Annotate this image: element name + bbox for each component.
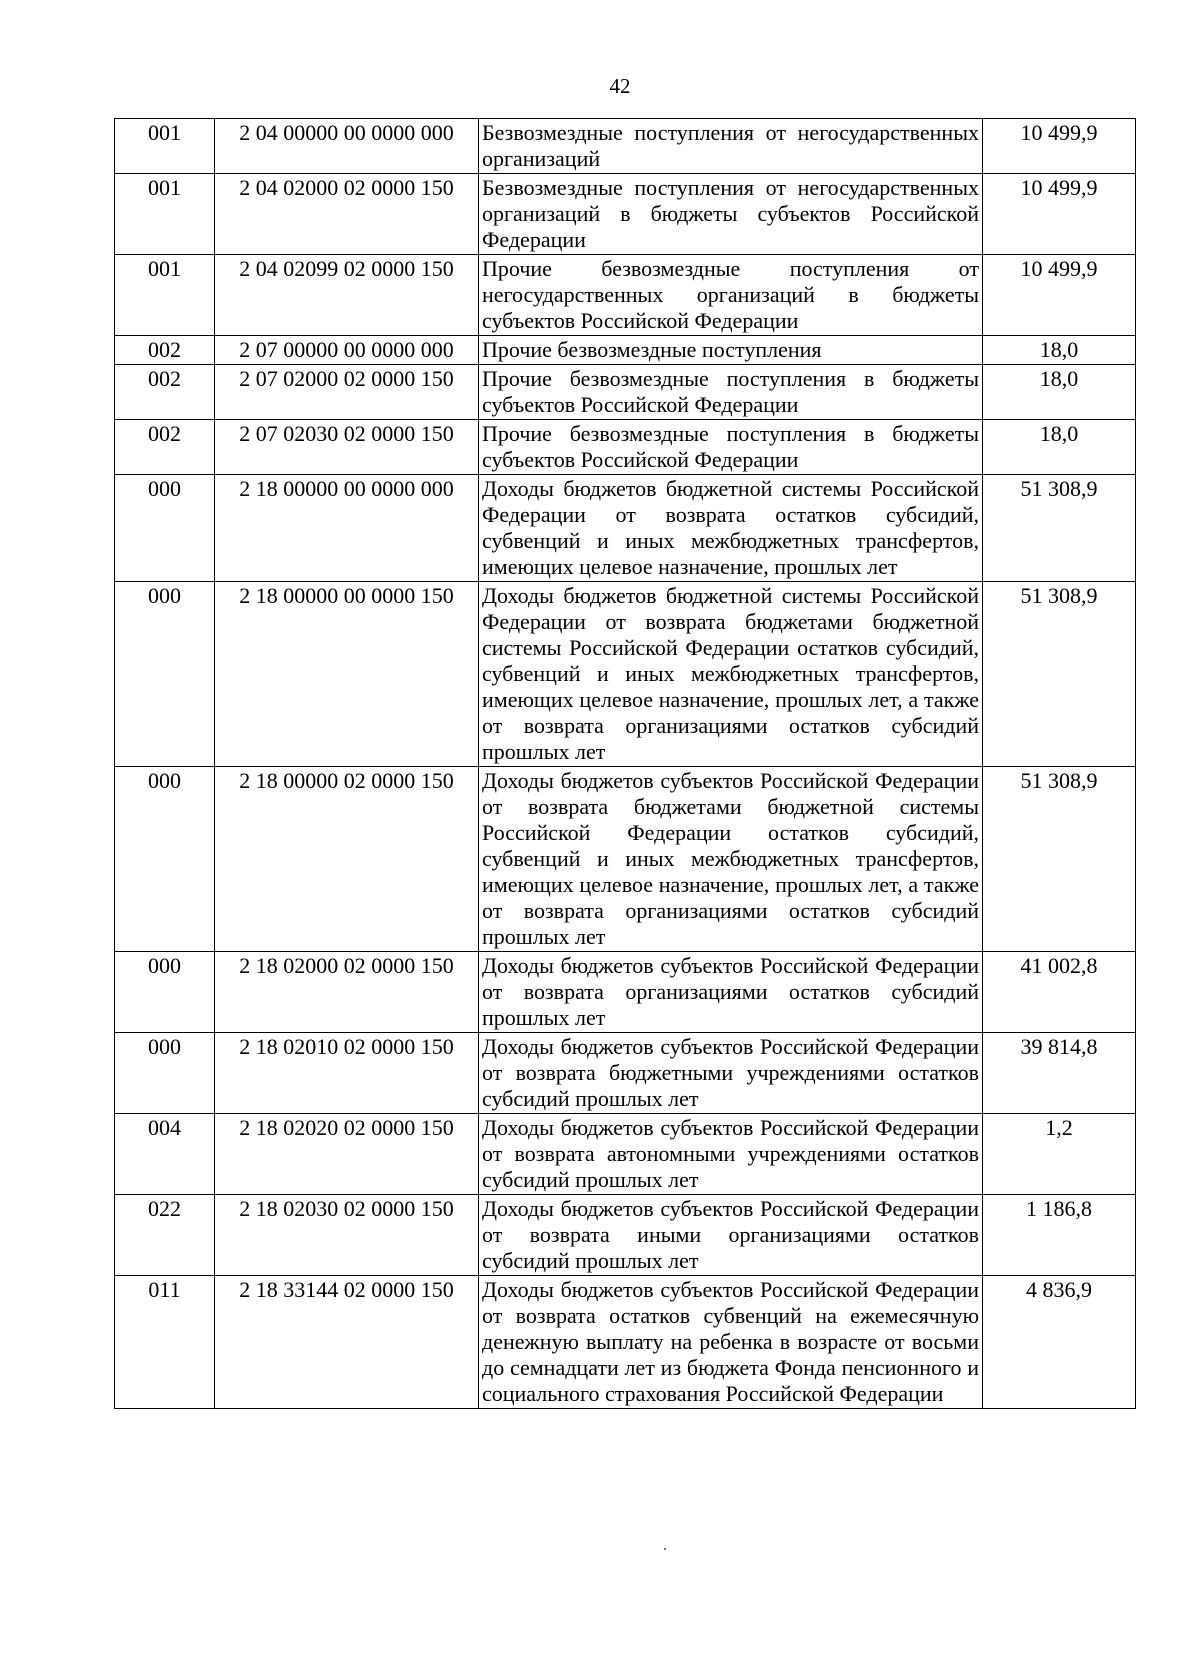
amount-cell: 39 814,8	[983, 1033, 1136, 1114]
table-body	[115, 119, 1136, 1409]
amount-cell: 41 002,8	[983, 952, 1136, 1033]
income-name-cell: Доходы бюджетов субъектов Российской Федерации от возврата бюджетными учреждениями остатков субсидий прошлых лет	[479, 1033, 983, 1114]
amount-cell: 10 499,9	[983, 174, 1136, 255]
income-name-cell: Безвозмездные поступления от негосударственных организаций	[479, 119, 983, 174]
scan-dot	[664, 1548, 666, 1550]
amount-cell: 4 836,9	[983, 1276, 1136, 1409]
classification-code-cell: 2 04 00000 00 0000 000	[215, 119, 479, 174]
classification-code-cell: 2 04 02099 02 0000 150	[215, 255, 479, 336]
admin-code-cell: 000	[115, 1033, 215, 1114]
amount-cell: 1 186,8	[983, 1195, 1136, 1276]
classification-code-cell: 2 18 00000 02 0000 150	[215, 767, 479, 952]
classification-code-cell: 2 18 02000 02 0000 150	[215, 952, 479, 1033]
income-name-cell: Безвозмездные поступления от негосударственных организаций в бюджеты субъектов Российской Федерации	[479, 174, 983, 255]
admin-code-cell: 000	[115, 767, 215, 952]
income-name-cell: Доходы бюджетов субъектов Российской Федерации от возврата остатков субвенций на ежемесячную денежную выплату на ребенка в возрасте от восьми до семнадцати лет из бюджета Фонда пенсионного и социального страхования Российской Федерации	[479, 1276, 983, 1409]
table-row	[115, 174, 1136, 255]
classification-code-cell: 2 18 02030 02 0000 150	[215, 1195, 479, 1276]
admin-code-cell: 000	[115, 582, 215, 767]
table-row	[115, 952, 1136, 1033]
page-number: 42	[609, 74, 631, 98]
admin-code-cell: 004	[115, 1114, 215, 1195]
amount-cell: 18,0	[983, 336, 1136, 365]
income-name-cell: Доходы бюджетов субъектов Российской Федерации от возврата бюджетами бюджетной системы Российской Федерации остатков субсидий, субвенций и иных межбюджетных трансфертов, имеющих целевое назначение, прошлых лет, а также от возврата организациями остатков субсидий прошлых лет	[479, 767, 983, 952]
income-name-cell: Доходы бюджетов субъектов Российской Федерации от возврата автономными учреждениями остатков субсидий прошлых лет	[479, 1114, 983, 1195]
table-row	[115, 1033, 1136, 1114]
income-name-cell: Доходы бюджетов субъектов Российской Федерации от возврата организациями остатков субсидий прошлых лет	[479, 952, 983, 1033]
income-name-cell: Прочие безвозмездные поступления	[479, 336, 983, 365]
income-name-cell: Доходы бюджетов бюджетной системы Российской Федерации от возврата бюджетами бюджетной системы Российской Федерации остатков субсидий, субвенций и иных межбюджетных трансфертов, имеющих целевое назначение, прошлых лет, а также от возврата организациями остатков субсидий прошлых лет	[479, 582, 983, 767]
admin-code-cell: 001	[115, 255, 215, 336]
table-row	[115, 1276, 1136, 1409]
amount-cell: 10 499,9	[983, 119, 1136, 174]
table-row	[115, 255, 1136, 336]
classification-code-cell: 2 07 00000 00 0000 000	[215, 336, 479, 365]
amount-cell: 51 308,9	[983, 475, 1136, 582]
classification-code-cell: 2 18 00000 00 0000 000	[215, 475, 479, 582]
table-row	[115, 336, 1136, 365]
amount-cell: 18,0	[983, 365, 1136, 420]
table-row	[115, 1114, 1136, 1195]
table-row	[115, 420, 1136, 475]
admin-code-cell: 000	[115, 475, 215, 582]
admin-code-cell: 002	[115, 365, 215, 420]
admin-code-cell: 001	[115, 174, 215, 255]
amount-cell: 18,0	[983, 420, 1136, 475]
table-row	[115, 767, 1136, 952]
classification-code-cell: 2 18 02010 02 0000 150	[215, 1033, 479, 1114]
amount-cell: 51 308,9	[983, 582, 1136, 767]
budget-table	[114, 118, 1136, 1409]
table-row	[115, 1195, 1136, 1276]
classification-code-cell: 2 18 00000 00 0000 150	[215, 582, 479, 767]
table-row	[115, 365, 1136, 420]
classification-code-cell: 2 18 33144 02 0000 150	[215, 1276, 479, 1409]
classification-code-cell: 2 07 02000 02 0000 150	[215, 365, 479, 420]
table-row	[115, 582, 1136, 767]
admin-code-cell: 000	[115, 952, 215, 1033]
amount-cell: 10 499,9	[983, 255, 1136, 336]
admin-code-cell: 002	[115, 336, 215, 365]
admin-code-cell: 001	[115, 119, 215, 174]
admin-code-cell: 022	[115, 1195, 215, 1276]
admin-code-cell: 002	[115, 420, 215, 475]
income-name-cell: Прочие безвозмездные поступления в бюджеты субъектов Российской Федерации	[479, 365, 983, 420]
classification-code-cell: 2 07 02030 02 0000 150	[215, 420, 479, 475]
amount-cell: 51 308,9	[983, 767, 1136, 952]
table-row	[115, 475, 1136, 582]
table-row	[115, 119, 1136, 174]
classification-code-cell: 2 04 02000 02 0000 150	[215, 174, 479, 255]
income-name-cell: Доходы бюджетов субъектов Российской Федерации от возврата иными организациями остатков субсидий прошлых лет	[479, 1195, 983, 1276]
income-name-cell: Прочие безвозмездные поступления от негосударственных организаций в бюджеты субъектов Российской Федерации	[479, 255, 983, 336]
classification-code-cell: 2 18 02020 02 0000 150	[215, 1114, 479, 1195]
income-name-cell: Прочие безвозмездные поступления в бюджеты субъектов Российской Федерации	[479, 420, 983, 475]
amount-cell: 1,2	[983, 1114, 1136, 1195]
admin-code-cell: 011	[115, 1276, 215, 1409]
income-name-cell: Доходы бюджетов бюджетной системы Российской Федерации от возврата остатков субсидий, субвенций и иных межбюджетных трансфертов, имеющих целевое назначение, прошлых лет	[479, 475, 983, 582]
